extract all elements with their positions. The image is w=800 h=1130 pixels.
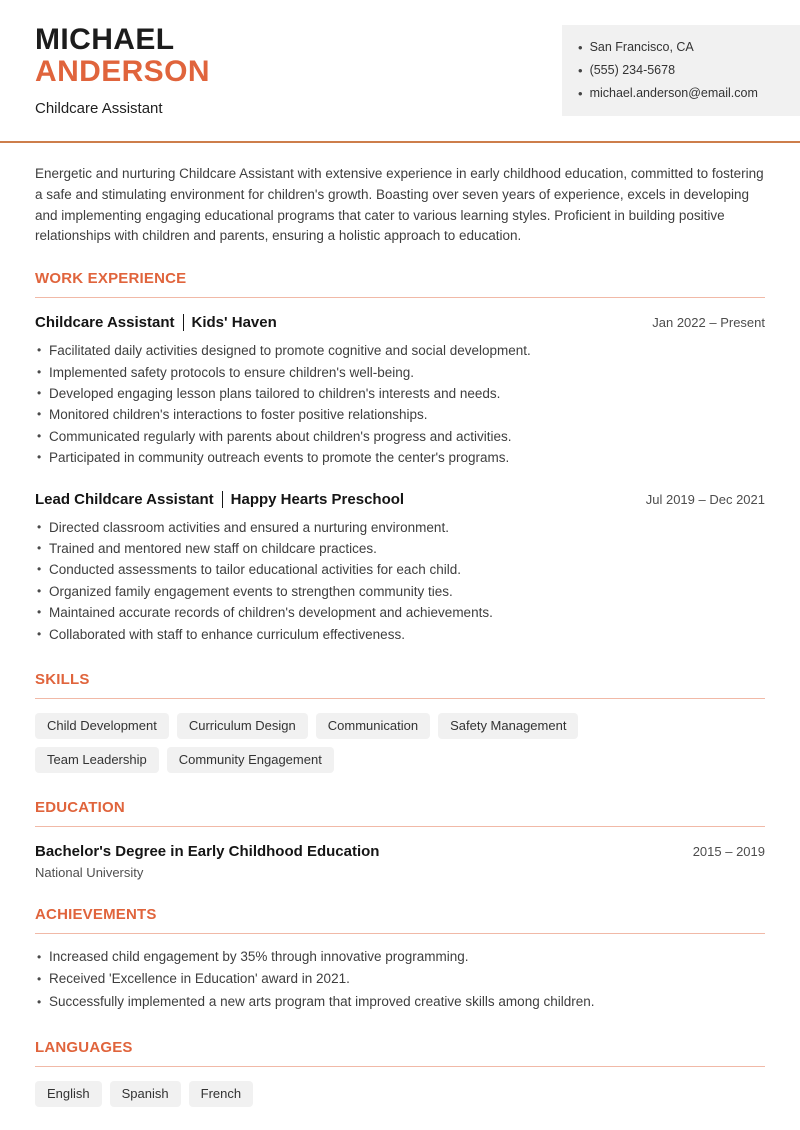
contact-item bbox=[578, 36, 786, 59]
contact-item-text: (555) 234-5678 bbox=[589, 63, 676, 77]
contact-item bbox=[578, 59, 786, 82]
section-languages bbox=[35, 1039, 765, 1107]
achievement-bullet-item: • Successfully implemented a new arts program that improved creative skills among children. bbox=[35, 991, 765, 1013]
job-title: Lead Childcare Assistant bbox=[35, 490, 214, 508]
job-bullet-item: • Facilitated daily activities designed to promote cognitive and social development. bbox=[35, 340, 765, 361]
skill-pill: Curriculum Design bbox=[177, 713, 308, 739]
bullet-dot-icon: • bbox=[578, 63, 583, 78]
job-bullet-list bbox=[35, 517, 765, 645]
header-divider bbox=[0, 141, 800, 143]
job-title-line bbox=[35, 314, 277, 331]
language-pill: Spanish bbox=[110, 1081, 181, 1107]
job-bullet-item: • Maintained accurate records of children's development and achievements. bbox=[35, 602, 765, 623]
education-entry bbox=[35, 843, 765, 880]
achievement-bullet-list bbox=[35, 946, 765, 1013]
achievement-bullet-item: • Received 'Excellence in Education' award in 2021. bbox=[35, 968, 765, 990]
job-entry bbox=[35, 491, 765, 645]
section-achievements bbox=[35, 906, 765, 1013]
job-bullet-item: • Implemented safety protocols to ensure children's well-being. bbox=[35, 362, 765, 383]
job-bullet-item: • Organized family engagement events to strengthen community ties. bbox=[35, 581, 765, 602]
title-company-divider bbox=[222, 491, 223, 508]
job-bullet-item: • Participated in community outreach events to promote the center's programs. bbox=[35, 447, 765, 468]
bullet-dot-icon: • bbox=[578, 86, 583, 101]
achievements-heading: ACHIEVEMENTS bbox=[35, 906, 765, 934]
skills-pill-list bbox=[35, 713, 695, 773]
job-bullet-item: • Trained and mentored new staff on childcare practices. bbox=[35, 538, 765, 559]
section-skills bbox=[35, 671, 765, 773]
language-pill: French bbox=[189, 1081, 253, 1107]
contact-item-text: San Francisco, CA bbox=[589, 40, 694, 54]
skill-pill: Community Engagement bbox=[167, 747, 334, 773]
first-name: MICHAEL bbox=[35, 23, 175, 56]
education-heading: EDUCATION bbox=[35, 799, 765, 827]
job-bullet-list bbox=[35, 340, 765, 468]
skill-pill: Team Leadership bbox=[35, 747, 159, 773]
school-name: National University bbox=[35, 865, 144, 881]
job-title: Childcare Assistant bbox=[35, 314, 175, 332]
contact-list bbox=[578, 36, 786, 105]
education-header bbox=[35, 843, 765, 860]
job-bullet-item: • Monitored children's interactions to foster positive relationships. bbox=[35, 404, 765, 425]
education-dates: 2015 – 2019 bbox=[692, 844, 765, 860]
degree-name: Bachelor's Degree in Early Childhood Education bbox=[35, 843, 380, 861]
bullet-dot-icon: • bbox=[578, 40, 583, 55]
languages-heading: LANGUAGES bbox=[35, 1039, 765, 1067]
job-entry bbox=[35, 314, 765, 468]
last-name: ANDERSON bbox=[35, 55, 210, 88]
job-bullet-item: • Directed classroom activities and ensured a nurturing environment. bbox=[35, 517, 765, 538]
job-dates: Jan 2022 – Present bbox=[652, 315, 765, 331]
resume-header bbox=[0, 0, 800, 117]
job-header bbox=[35, 491, 765, 508]
job-company: Happy Hearts Preschool bbox=[230, 490, 405, 508]
job-bullet-item: • Conducted assessments to tailor educational activities for each child. bbox=[35, 559, 765, 580]
resume-body bbox=[0, 164, 800, 1107]
contact-item bbox=[578, 82, 786, 105]
title-company-divider bbox=[183, 314, 184, 331]
contact-item-text: michael.anderson@email.com bbox=[589, 86, 758, 100]
summary-paragraph: Energetic and nurturing Childcare Assistant with extensive experience in early childhood education, committed to fostering a safe and stimulating environment for children's growth. Boasting over seven years of experience, excels in developing and implementing engaging educational programs that cater to various learning styles. Proficient in building positive relationships with children and parents, ensuring a holistic approach to education. bbox=[35, 166, 764, 244]
job-dates: Jul 2019 – Dec 2021 bbox=[645, 491, 765, 507]
skill-pill: Communication bbox=[316, 713, 430, 739]
job-title-line bbox=[35, 491, 404, 508]
achievement-bullet-item: • Increased child engagement by 35% through innovative programming. bbox=[35, 946, 765, 968]
job-company: Kids' Haven bbox=[191, 314, 277, 332]
language-pill: English bbox=[35, 1081, 102, 1107]
job-bullet-item: • Developed engaging lesson plans tailored to children's interests and needs. bbox=[35, 383, 765, 404]
languages-pill-list bbox=[35, 1081, 695, 1107]
job-bullet-item: • Communicated regularly with parents about children's progress and activities. bbox=[35, 426, 765, 447]
section-work-experience bbox=[35, 270, 765, 645]
skill-pill: Safety Management bbox=[438, 713, 578, 739]
contact-card bbox=[562, 25, 800, 116]
skill-pill: Child Development bbox=[35, 713, 169, 739]
candidate-headline: Childcare Assistant bbox=[35, 100, 163, 117]
work-experience-heading: WORK EXPERIENCE bbox=[35, 270, 765, 298]
job-bullet-item: • Collaborated with staff to enhance curriculum effectiveness. bbox=[35, 624, 765, 645]
job-header bbox=[35, 314, 765, 331]
skills-heading: SKILLS bbox=[35, 671, 765, 699]
section-education bbox=[35, 799, 765, 880]
